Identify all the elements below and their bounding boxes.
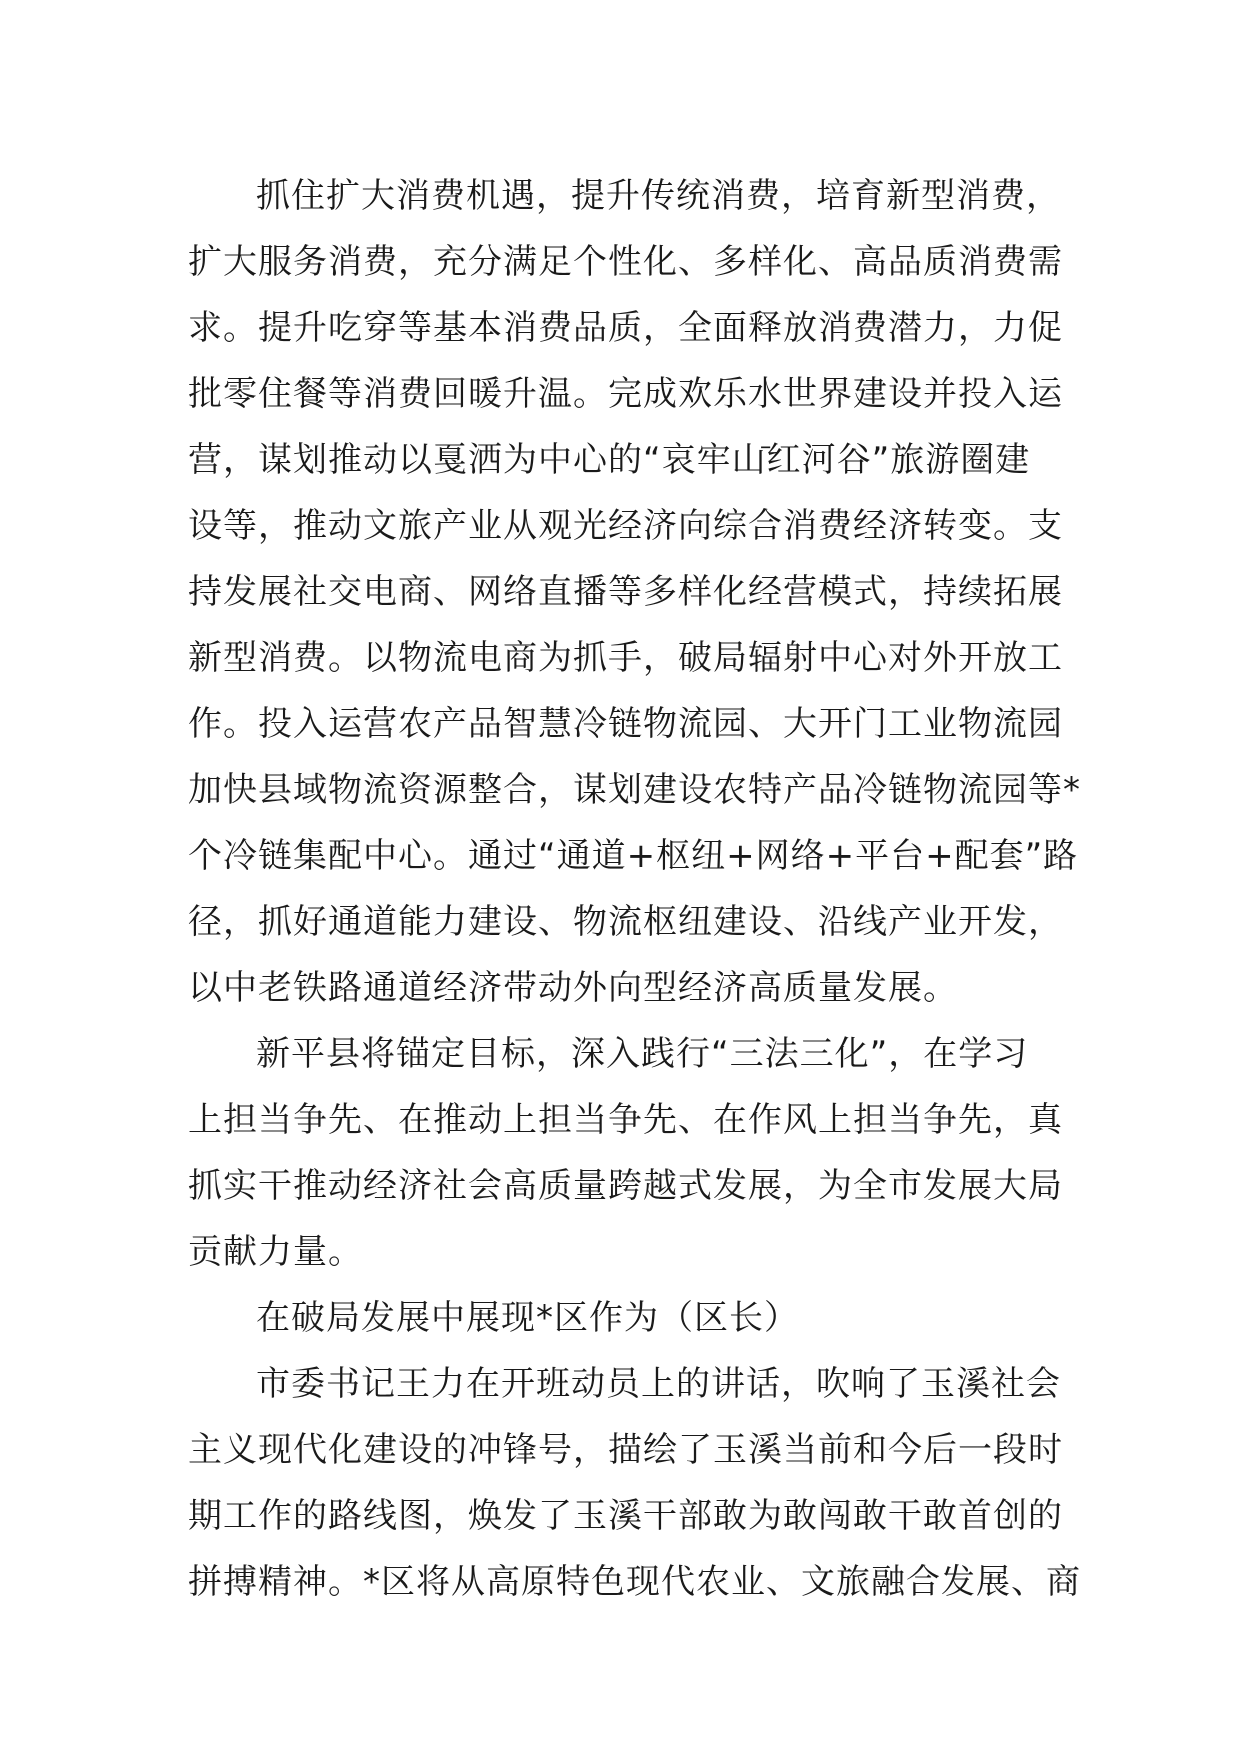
paragraph-consumption (188, 163, 1081, 1021)
paragraph-district-speech (188, 1351, 1081, 1615)
text-line: 个冷链集配中心。通过“通道+枢纽+网络+平台+配套”路 (188, 836, 1079, 876)
text-line: 批零住餐等消费回暖升温。完成欢乐水世界建设并投入运 (188, 374, 1063, 414)
paragraph-county-commitment (188, 1021, 1063, 1285)
section-heading (188, 1285, 1058, 1351)
text-line: 以中老铁路通道经济带动外向型经济高质量发展。 (188, 968, 958, 1008)
text-line: 作。投入运营农产品智慧冷链物流园、大开门工业物流园 (188, 704, 1063, 744)
text-line: 上担当争先、在推动上担当争先、在作风上担当争先，真 (188, 1100, 1063, 1140)
text-line: 设等，推动文旅产业从观光经济向综合消费经济转变。支 (188, 506, 1063, 546)
text-line: 抓住扩大消费机遇，提升传统消费，培育新型消费， (256, 176, 1061, 216)
text-line: 扩大服务消费，充分满足个性化、多样化、高品质消费需 (188, 242, 1063, 282)
text-line: 贡献力量。 (188, 1232, 363, 1272)
text-line: 市委书记王力在开班动员上的讲话，吹响了玉溪社会 (256, 1364, 1061, 1404)
text-line: 新平县将锚定目标，深入践行“三法三化”，在学习 (256, 1034, 1029, 1074)
text-line: 求。提升吃穿等基本消费品质，全面释放消费潜力，力促 (188, 308, 1063, 348)
text-line: 径，抓好通道能力建设、物流枢纽建设、沿线产业开发， (188, 902, 1063, 942)
text-line: 拼搏精神。*区将从高原特色现代农业、文旅融合发展、商 (188, 1562, 1081, 1602)
text-line: 持发展社交电商、网络直播等多样化经营模式，持续拓展 (188, 572, 1063, 612)
heading-line: 在破局发展中展现*区作为（区长） (256, 1298, 799, 1338)
text-line: 期工作的路线图，焕发了玉溪干部敢为敢闯敢干敢首创的 (188, 1496, 1063, 1536)
text-line: 加快县域物流资源整合，谋划建设农特产品冷链物流园等* (188, 770, 1081, 810)
text-line: 抓实干推动经济社会高质量跨越式发展，为全市发展大局 (188, 1166, 1063, 1206)
text-line: 营，谋划推动以戛洒为中心的“哀牢山̄红河谷”旅游圈建 (188, 440, 1031, 480)
document-body (188, 163, 1081, 1615)
text-line: 主义现代化建设的冲锋号，描绘了玉溪当前和今后一段时 (188, 1430, 1063, 1470)
text-line: 新型消费。以物流电商为抓手，破局辐射中心对外开放工 (188, 638, 1063, 678)
